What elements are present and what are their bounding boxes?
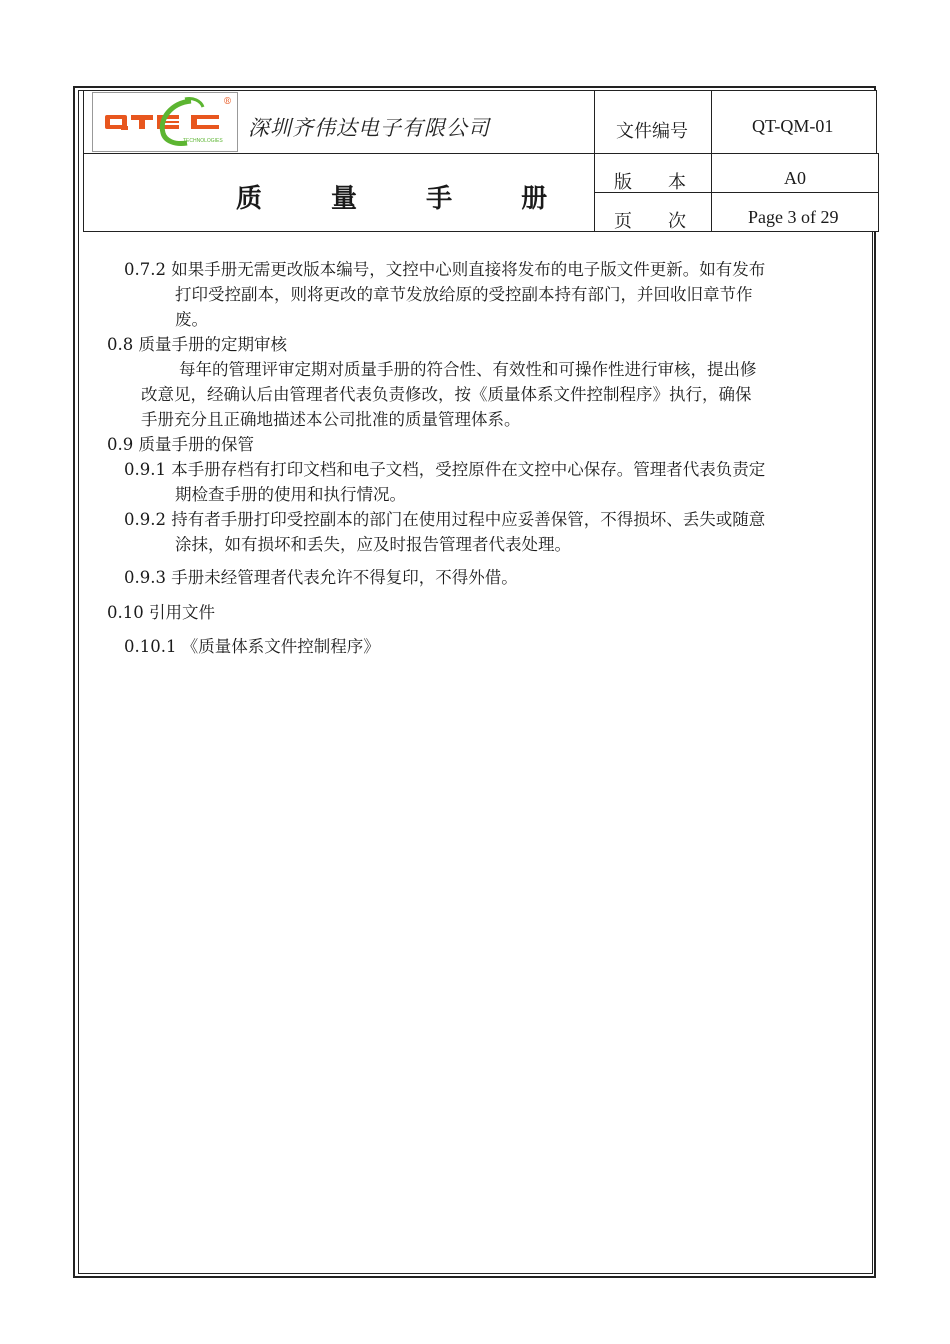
logo-registered-mark: ® [223,97,232,107]
section-0-9-2-line-2: 涂抹，如有损坏和丢失，应及时报告管理者代表处理。 [175,535,571,554]
document-title: 质 量 手 册 [236,184,578,214]
company-logo [92,92,238,152]
section-0-10-heading: 0.10 引用文件 [107,603,215,622]
company-name: 深圳齐伟达电子有限公司 [248,116,490,140]
section-0-9-3-line-1: 0.9.3 手册未经管理者代表允许不得复印，不得外借。 [124,568,518,587]
section-0-8-line-3: 手册充分且正确地描述本公司批准的质量管理体系。 [141,410,521,429]
section-0-8-line-1: 每年的管理评审定期对质量手册的符合性、有效性和可操作性进行审核，提出修 [179,360,757,379]
version-value: A0 [784,168,806,188]
section-0-7-2-line-2: 打印受控副本，则将更改的章节发放给原的受控副本持有部门，并回收旧章节作 [175,285,753,304]
section-0-8-line-2: 改意见，经确认后由管理者代表负责修改，按《质量体系文件控制程序》执行，确保 [141,385,752,404]
logo-subtext: TECHNOLOGIES [183,138,223,144]
section-0-10-1-line-1: 0.10.1 《质量体系文件控制程序》 [124,637,380,656]
section-0-7-2-line-3: 废。 [175,310,208,329]
section-0-9-1-line-1: 0.9.1 本手册存档有打印文档和电子文档，受控原件在文控中心保存。管理者代表负责定 [124,460,766,479]
section-0-9-2-line-1: 0.9.2 持有者手册打印受控副本的部门在使用过程中应妥善保管，不得损坏、丢失或随意 [124,510,766,529]
section-0-8-heading: 0.8 质量手册的定期审核 [107,335,287,354]
page-label: 页 次 [614,211,686,232]
doc-no-value: QT-QM-01 [752,116,834,136]
page-value: Page 3 of 29 [748,207,839,227]
version-label: 版 本 [614,172,686,193]
section-0-9-1-line-2: 期检查手册的使用和执行情况。 [175,485,406,504]
section-0-7-2-line-1: 0.7.2 如果手册无需更改版本编号，文控中心则直接将发布的电子版文件更新。如有发布 [124,260,766,279]
section-0-9-heading: 0.9 质量手册的保管 [107,435,254,454]
doc-no-label: 文件编号 [616,121,688,142]
